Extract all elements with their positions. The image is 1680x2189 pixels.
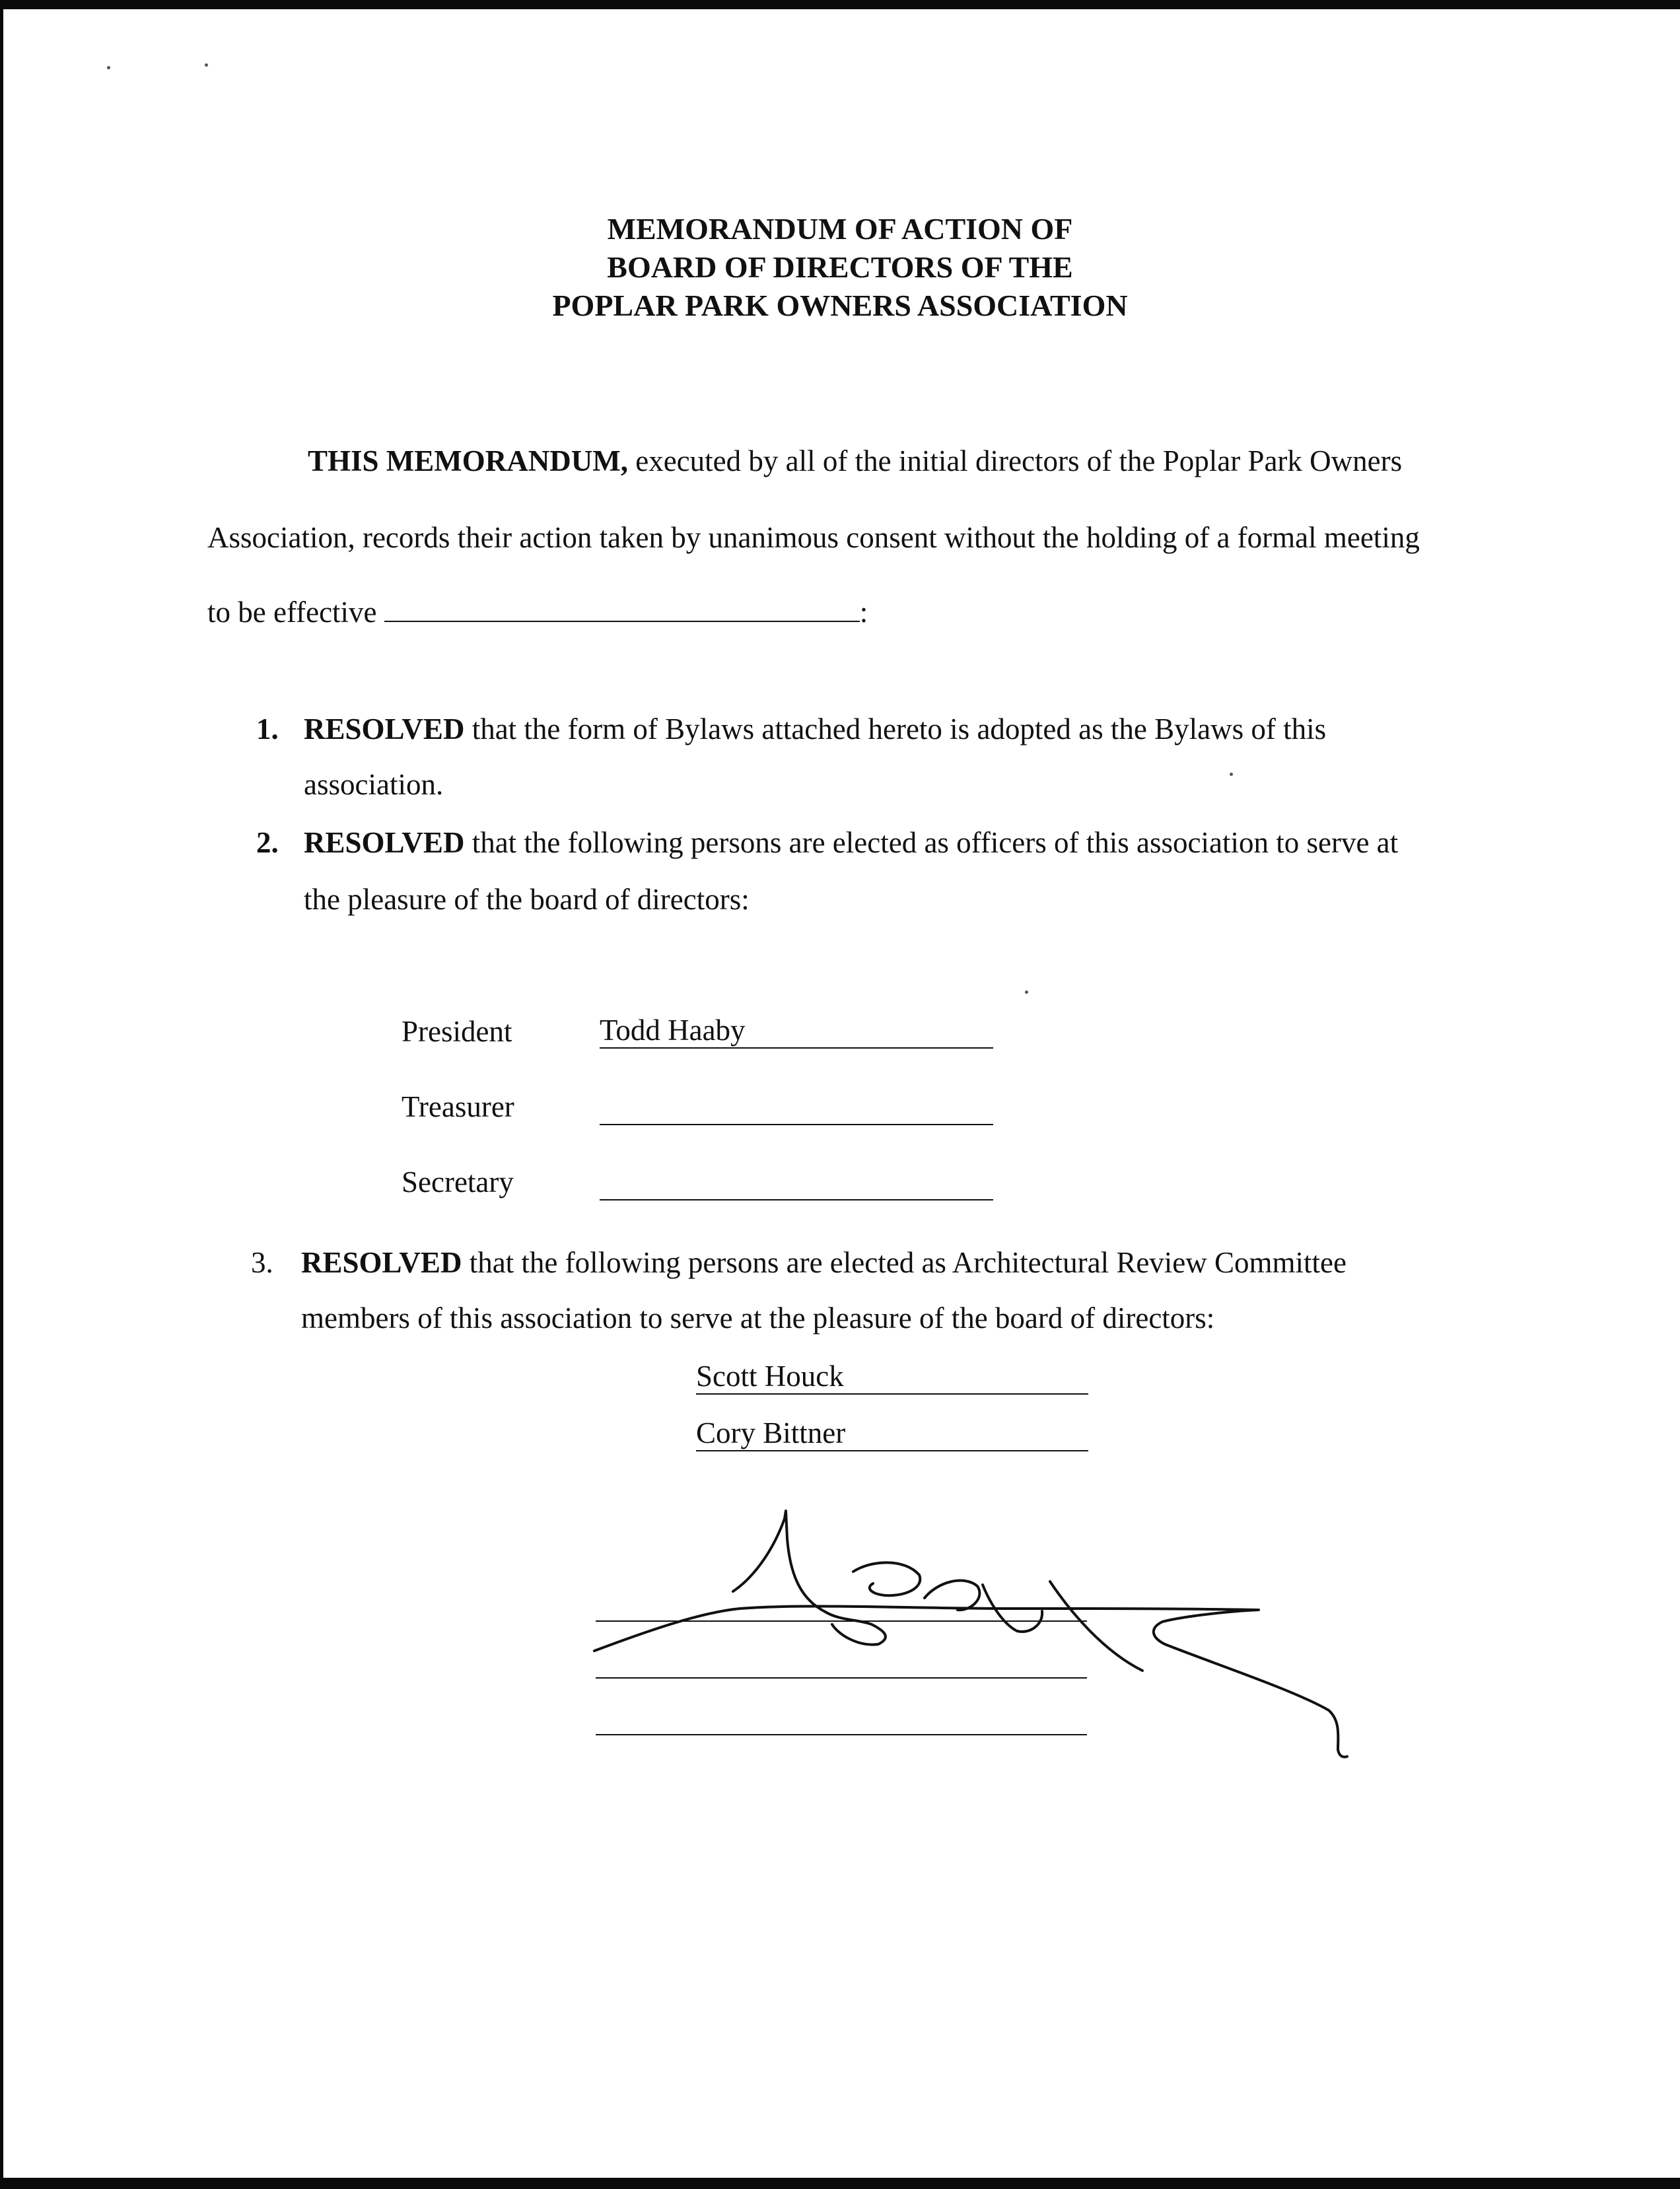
resolution-1-keyword: RESOLVED <box>304 712 465 746</box>
effective-date-colon: : <box>859 596 868 629</box>
title-line-3: POPLAR PARK OWNERS ASSOCIATION <box>552 289 1128 322</box>
resolution-1-line-2: association. <box>304 768 444 801</box>
resolution-2-line-2: the pleasure of the board of directors: <box>304 883 750 916</box>
resolution-1-text: that the form of Bylaws attached hereto is adopted as the Bylaws of this <box>472 712 1327 746</box>
resolution-3-keyword: RESOLVED <box>301 1246 462 1279</box>
officer-role-treasurer: Treasurer <box>402 1090 514 1123</box>
intro-line-2: Association, records their action taken by unanimous consent without the holding of a formal meeting <box>207 521 1420 554</box>
title-line-2: BOARD OF DIRECTORS OF THE <box>607 250 1073 284</box>
effective-date-label: to be effective <box>207 596 377 629</box>
resolution-3-line-2: members of this association to serve at the pleasure of the board of directors: <box>301 1302 1215 1335</box>
committee-member-2[interactable]: Cory Bittner <box>696 1413 1088 1451</box>
title-line-1: MEMORANDUM OF ACTION OF <box>607 212 1073 246</box>
resolution-3-text: that the following persons are elected as Architectural Review Committee <box>469 1246 1347 1279</box>
resolution-3-number: 3. <box>251 1246 273 1279</box>
resolution-1-number: 1. <box>256 712 279 746</box>
resolution-2-keyword: RESOLVED <box>304 826 465 859</box>
officer-role-secretary: Secretary <box>402 1165 514 1199</box>
officer-role-president: President <box>402 1015 512 1048</box>
resolution-2-text: that the following persons are elected as officers of this association to serve at <box>472 826 1399 859</box>
committee-member-1[interactable]: Scott Houck <box>696 1356 1088 1395</box>
intro-lead: THIS MEMORANDUM, <box>308 444 628 477</box>
resolution-2-number: 2. <box>256 826 279 859</box>
officer-name-president[interactable]: Todd Haaby <box>600 1010 993 1049</box>
intro-line-1-text: executed by all of the initial directors of the Poplar Park Owners <box>635 444 1403 477</box>
